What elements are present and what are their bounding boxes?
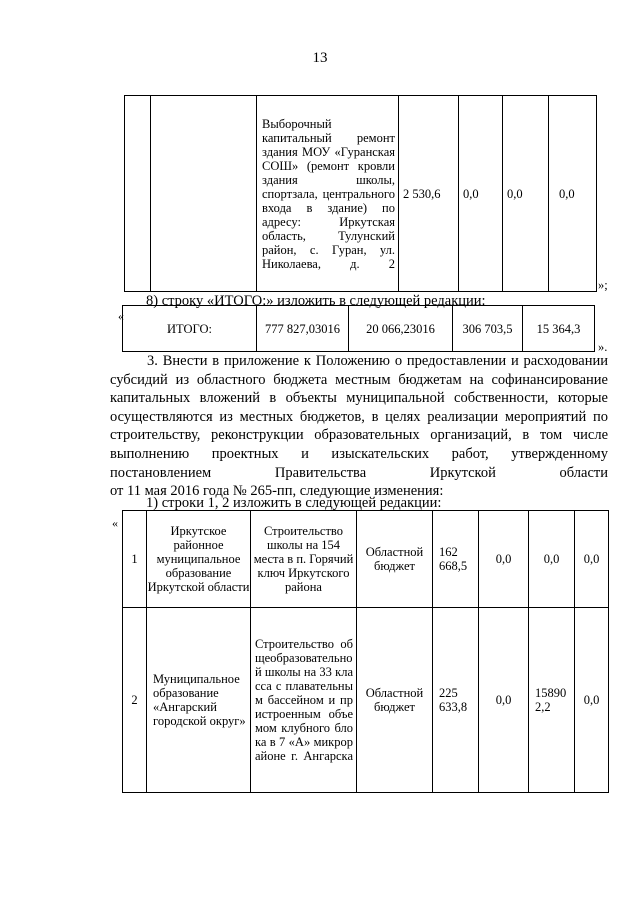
table-cell-empty	[151, 96, 257, 292]
total-value: 20 066,23016	[349, 306, 453, 352]
amount-cell: 2 530,6	[399, 96, 459, 292]
total-value: 15 364,3	[523, 306, 595, 352]
object-cell: Строительство общеобразовательной школы на 33 класса с плавательным бассейном и пристроенным объемом клубного блока в 7 «А» микрорайоне г. Ангарска	[251, 608, 357, 793]
opening-quote: «	[118, 309, 124, 323]
paragraph-line: строительству, реконструкции образовательных организаций, в том числе	[110, 427, 608, 444]
page-number: 13	[312, 50, 328, 66]
row-number: 2	[123, 608, 147, 793]
paragraph-3	[110, 352, 608, 501]
paragraph-line: осуществляются из местных бюджетов, в целях реализации мероприятий по	[110, 408, 608, 425]
value-cell: 0,0	[479, 511, 529, 608]
paragraph-line: от 11 мая 2016 года № 265-пп, следующие изменения:	[110, 483, 444, 500]
opening-quote: «	[112, 516, 118, 530]
row-number: 1	[123, 511, 147, 608]
total-table	[122, 305, 595, 352]
closing-quote: »;	[598, 278, 608, 292]
paragraph-line: постановлением Правительства Иркутской области	[110, 464, 608, 481]
table-row	[123, 608, 609, 793]
total-value: 306 703,5	[453, 306, 523, 352]
table-cell-empty	[125, 96, 151, 292]
paragraph-line: выполнению проектных и изыскательских работ, утвержденному	[110, 445, 608, 462]
paragraph-line: субсидий из областного бюджета местным бюджетам на софинансирование	[110, 371, 608, 388]
subsidy-objects-table	[122, 510, 609, 793]
value-cell: 158902,2	[529, 608, 575, 793]
total-value: 777 827,03016	[257, 306, 349, 352]
value-cell: 0,0	[549, 96, 597, 292]
value-cell: 0,0	[529, 511, 575, 608]
object-cell: Строительство школы на 154 места в п. Горячий ключ Иркутского района	[251, 511, 357, 608]
municipality-cell: Муниципальное образование «Ангарский городской округ»	[147, 608, 251, 793]
source-cell: Областной бюджет	[357, 608, 433, 793]
value-cell: 0,0	[575, 511, 609, 608]
value-cell: 0,0	[479, 608, 529, 793]
capital-repair-table	[124, 95, 597, 292]
total-label: ИТОГО:	[123, 306, 257, 352]
table-row	[123, 511, 609, 608]
closing-quote: ».	[598, 340, 608, 354]
changes-instruction: 1) строки 1, 2 изложить в следующей редакции:	[146, 495, 442, 511]
amount-cell: 225 633,8	[433, 608, 479, 793]
value-cell: 0,0	[503, 96, 549, 292]
value-cell: 0,0	[575, 608, 609, 793]
source-cell: Областной бюджет	[357, 511, 433, 608]
item-8-instruction: 8) строку «ИТОГО:» изложить в следующей редакции:	[146, 293, 486, 309]
municipality-cell: Иркутское районное муниципальное образование Иркутской области	[147, 511, 251, 608]
paragraph-line: 3. Внести в приложение к Положению о предоставлении и расходовании	[147, 353, 608, 369]
amount-cell: 162 668,5	[433, 511, 479, 608]
object-description: Выборочный капитальный ремонт здания МОУ «Гуранская СОШ» (ремонт кровли здания школы, спортзала, центрального входа в здание) по адресу: Иркутская область, Тулунский район, с. Гуран, ул. Николаева, д. 2	[257, 96, 399, 292]
value-cell: 0,0	[459, 96, 503, 292]
paragraph-line: капитальных вложений в объекты муниципальной собственности, которые	[110, 390, 608, 407]
